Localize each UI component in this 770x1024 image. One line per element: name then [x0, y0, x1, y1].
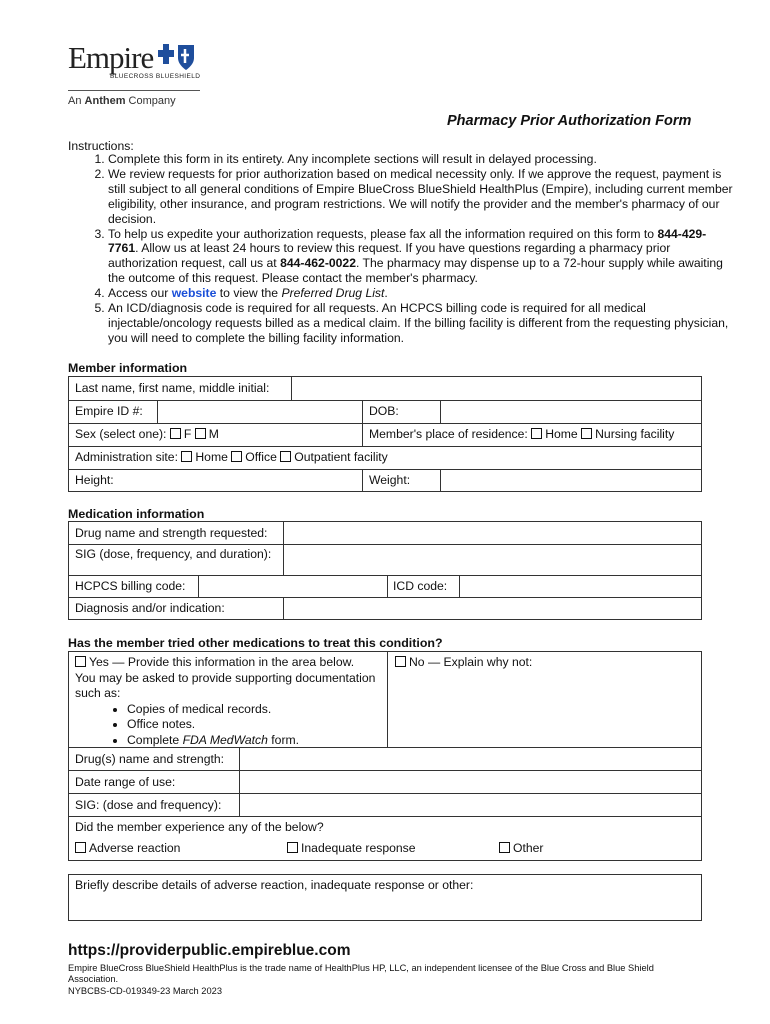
sex-row: Sex (select one): F M — [75, 427, 219, 441]
drug-name-label: Drug name and strength requested: — [75, 526, 268, 540]
residence-home-checkbox[interactable] — [531, 428, 542, 439]
instruction-item: 5. An ICD/diagnosis code is required for all requests. An HCPCS billing code is required for all medical injectable/oncology requests billed as a medical claim. If the billing facility is different from the requesting physician, you will need to complete the billing facility information. — [108, 301, 733, 346]
weight-field[interactable] — [441, 469, 701, 492]
height-label: Height: — [75, 473, 114, 487]
sex-m-checkbox[interactable] — [195, 428, 206, 439]
sig-field[interactable] — [284, 544, 701, 575]
sig-dose-field[interactable] — [240, 793, 701, 816]
sig-dose-label: SIG: (dose and frequency): — [75, 798, 222, 812]
drugs-name-label: Drug(s) name and strength: — [75, 752, 225, 766]
experience-question: Did the member experience any of the below? — [75, 820, 324, 834]
adverse-option: Adverse reaction — [75, 841, 180, 855]
hcpcs-field[interactable] — [199, 575, 387, 597]
other-option: Other — [499, 841, 543, 855]
height-field[interactable] — [129, 469, 362, 492]
residence-row: Member's place of residence: Home Nursing facility — [369, 427, 675, 441]
inadequate-option: Inadequate response — [287, 841, 416, 855]
medication-info-table — [68, 521, 702, 620]
instructions-heading: Instructions: — [68, 139, 134, 153]
member-info-table — [68, 376, 702, 492]
diagnosis-label: Diagnosis and/or indication: — [75, 601, 225, 615]
admin-office-checkbox[interactable] — [231, 451, 242, 462]
provider-url[interactable]: https://providerpublic.empireblue.com — [68, 942, 351, 959]
empire-id-label: Empire ID #: — [75, 404, 143, 418]
date-range-field[interactable] — [240, 770, 701, 793]
instruction-item: 1. Complete this form in its entirety. Any incomplete sections will result in delayed processing. — [108, 152, 733, 167]
logo-divider — [68, 90, 200, 91]
member-name-label: Last name, first name, middle initial: — [75, 381, 270, 395]
list-item: • Complete FDA MedWatch form. — [127, 733, 383, 749]
empire-id-field[interactable] — [158, 400, 362, 423]
other-checkbox[interactable] — [499, 842, 510, 853]
date-range-label: Date range of use: — [75, 775, 176, 789]
admin-outpatient-checkbox[interactable] — [280, 451, 291, 462]
anthem-tagline: An Anthem Company — [68, 95, 176, 107]
other-meds-table — [68, 651, 702, 861]
document-code: NYBCBS-CD-019349-23 March 2023 — [68, 986, 222, 996]
form-title: Pharmacy Prior Authorization Form — [447, 113, 692, 129]
medication-section-heading: Medication information — [68, 507, 205, 521]
inadequate-checkbox[interactable] — [287, 842, 298, 853]
diagnosis-field[interactable] — [284, 597, 701, 620]
hcpcs-label: HCPCS billing code: — [75, 579, 186, 593]
describe-label: Briefly describe details of adverse reaction, inadequate response or other: — [75, 878, 474, 892]
other-meds-heading: Has the member tried other medications to treat this condition? — [68, 636, 443, 650]
documentation-list — [75, 702, 383, 749]
dob-field[interactable] — [441, 400, 701, 423]
yes-checkbox[interactable] — [75, 656, 86, 667]
instruction-item: 4. Access our website to view the Preferred Drug List. — [108, 286, 733, 301]
logo-subtitle: BLUECROSS BLUESHIELD — [110, 73, 201, 80]
residence-nursing-checkbox[interactable] — [581, 428, 592, 439]
phone-number: 844-462-0022 — [280, 256, 356, 271]
adverse-checkbox[interactable] — [75, 842, 86, 853]
explain-why-not-field[interactable] — [388, 672, 701, 747]
sig-label: SIG (dose, frequency, and duration): — [75, 547, 272, 561]
disclaimer-text: Empire BlueCross BlueShield HealthPlus is the trade name of HealthPlus HP, LLC, an independent licensee of the Blue Cross and Blue Shield Association. — [68, 963, 654, 984]
instructions-list — [68, 152, 733, 346]
no-section: No — Explain why not: — [395, 655, 532, 671]
bluecross-blueshield-logo-icon — [158, 44, 198, 72]
admin-home-checkbox[interactable] — [181, 451, 192, 462]
drugs-name-field[interactable] — [240, 747, 701, 770]
icd-label: ICD code: — [393, 579, 448, 593]
instruction-item: 2. We review requests for prior authorization based on medical necessity only. If we approve the request, payment is still subject to all general conditions of Empire BlueCross BlueShield HealthPlus (Empire), including current member eligibility, other insurance, and program restrictions. We will notify the provider and the member's pharmacy of our decision. — [108, 167, 733, 227]
instruction-item: 3. To help us expedite your authorization requests, please fax all the information required on this form to 844-429-7761. Allow us at least 24 hours to review this request. If you have questions regarding a pharmacy prior authorization request, call us at 844-462-0022. The pharmacy may dispense up to a 72-hour supply while awaiting the outcome of this request. Please contact the member's pharmacy. — [108, 227, 733, 287]
admin-site-row: Administration site: Home Office Outpatient facility — [75, 450, 388, 464]
fax-number: 844-429-7761 — [108, 226, 707, 256]
drug-name-field[interactable] — [284, 522, 701, 544]
no-checkbox[interactable] — [395, 656, 406, 667]
list-item: • Copies of medical records. — [127, 702, 383, 718]
yes-section: Yes — Provide this information in the area below. You may be asked to provide supporting documentation such as: • Copies of medical records. • Office notes. • Complete FDA MedWatch form. — [75, 655, 383, 748]
brand-logo-text: Empire — [68, 40, 154, 75]
describe-box[interactable] — [68, 874, 702, 921]
sex-f-checkbox[interactable] — [170, 428, 181, 439]
weight-label: Weight: — [369, 473, 411, 487]
website-link[interactable]: website — [171, 286, 217, 301]
icd-field[interactable] — [460, 575, 701, 597]
list-item: • Office notes. — [127, 717, 383, 733]
member-section-heading: Member information — [68, 361, 188, 375]
member-name-field[interactable] — [292, 377, 701, 400]
dob-label: DOB: — [369, 404, 399, 418]
